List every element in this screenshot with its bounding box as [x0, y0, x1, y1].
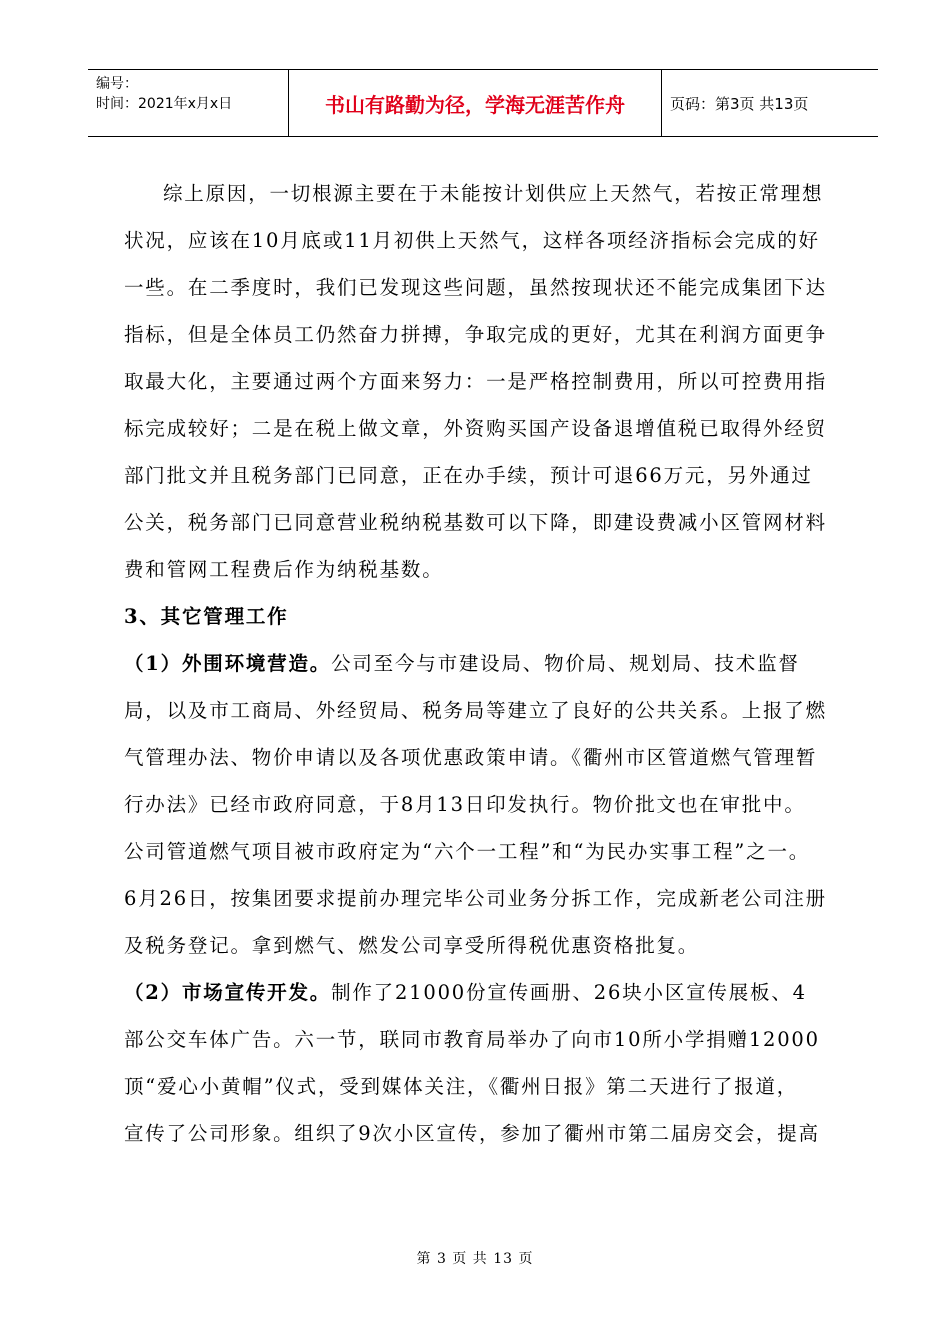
paragraph-line: 取最大化，主要通过两个方面来努力：一是严格控制费用，所以可控费用指: [124, 370, 827, 393]
paragraph-line: 费和管网工程费后作为纳税基数。: [124, 558, 444, 581]
paragraph-line: 指标，但是全体员工仍然奋力拼搏，争取完成的更好，尤其在利润方面更争: [124, 323, 827, 346]
paragraph-line: 行办法》已经市政府同意，于8月13日印发执行。物价批文也在审批中。: [124, 793, 806, 816]
number-label: 编号：: [96, 76, 138, 92]
paragraph-text: 公司至今与市建设局、物价局、规划局、技术监督: [331, 652, 800, 675]
paragraph-line: 顶“爱心小黄帽”仪式，受到媒体关注，《衢州日报》第二天进行了报道，: [124, 1075, 799, 1098]
paragraph-line: 公司管道燃气项目被市政府定为“六个一工程”和“为民办实事工程”之一。: [124, 840, 811, 863]
paragraph-line: 一些。在二季度时，我们已发现这些问题，虽然按现状还不能完成集团下达: [124, 276, 827, 299]
paragraph-line: [124, 969, 884, 1016]
paragraph-text: 制作了21000份宣传画册、26块小区宣传展板、4: [331, 981, 807, 1004]
page-header: [88, 69, 878, 137]
paragraph-line: 气管理办法、物价申请以及各项优惠政策申请。《衢州市区管道燃气管理暂: [124, 746, 818, 769]
page-footer: 第 3 页 共 13 页: [416, 1251, 534, 1267]
paragraph-line: 公关，税务部门已同意营业税纳税基数可以下降，即建设费减小区管网材料: [124, 511, 827, 534]
paragraph-line: 部公交车体广告。六一节，联同市教育局举办了向市10所小学捐赠12000: [124, 1028, 820, 1051]
header-motto: 书山有路勤为径，学海无涯苦作舟: [289, 70, 662, 136]
paragraph-line: 及税务登记。拿到燃气、燃发公司享受所得税优惠资格批复。: [124, 934, 700, 957]
header-meta: [88, 70, 289, 136]
header-page-info: 页码：第3页 共13页: [670, 94, 809, 113]
subsection-heading: （1）外围环境营造。: [124, 652, 332, 675]
paragraph-line: 标完成较好；二是在税上做文章，外资购买国产设备退增值税已取得外经贸: [124, 417, 827, 440]
paragraph-line: 宣传了公司形象。组织了9次小区宣传，参加了衢州市第二届房交会，提高: [124, 1122, 820, 1145]
section-heading: 3、其它管理工作: [124, 605, 289, 628]
paragraph-line: 6月26日，按集团要求提前办理完毕公司业务分拆工作，完成新老公司注册: [124, 887, 827, 910]
paragraph-line: 状况，应该在10月底或11月初供上天然气，这样各项经济指标会完成的好: [124, 229, 820, 252]
paragraph-line: 部门批文并且税务部门已同意，正在办手续，预计可退66万元，另外通过: [124, 464, 813, 487]
document-body: [124, 170, 884, 1157]
paragraph-line: 综上原因，一切根源主要在于未能按计划供应上天然气，若按正常理想: [163, 182, 824, 205]
paragraph-line: [124, 640, 884, 687]
subsection-heading: （2）市场宣传开发。: [124, 981, 332, 1004]
time-label: 时间：2021年x月x日: [96, 96, 233, 112]
paragraph-line: 局，以及市工商局、外经贸局、税务局等建立了良好的公共关系。上报了燃: [124, 699, 827, 722]
